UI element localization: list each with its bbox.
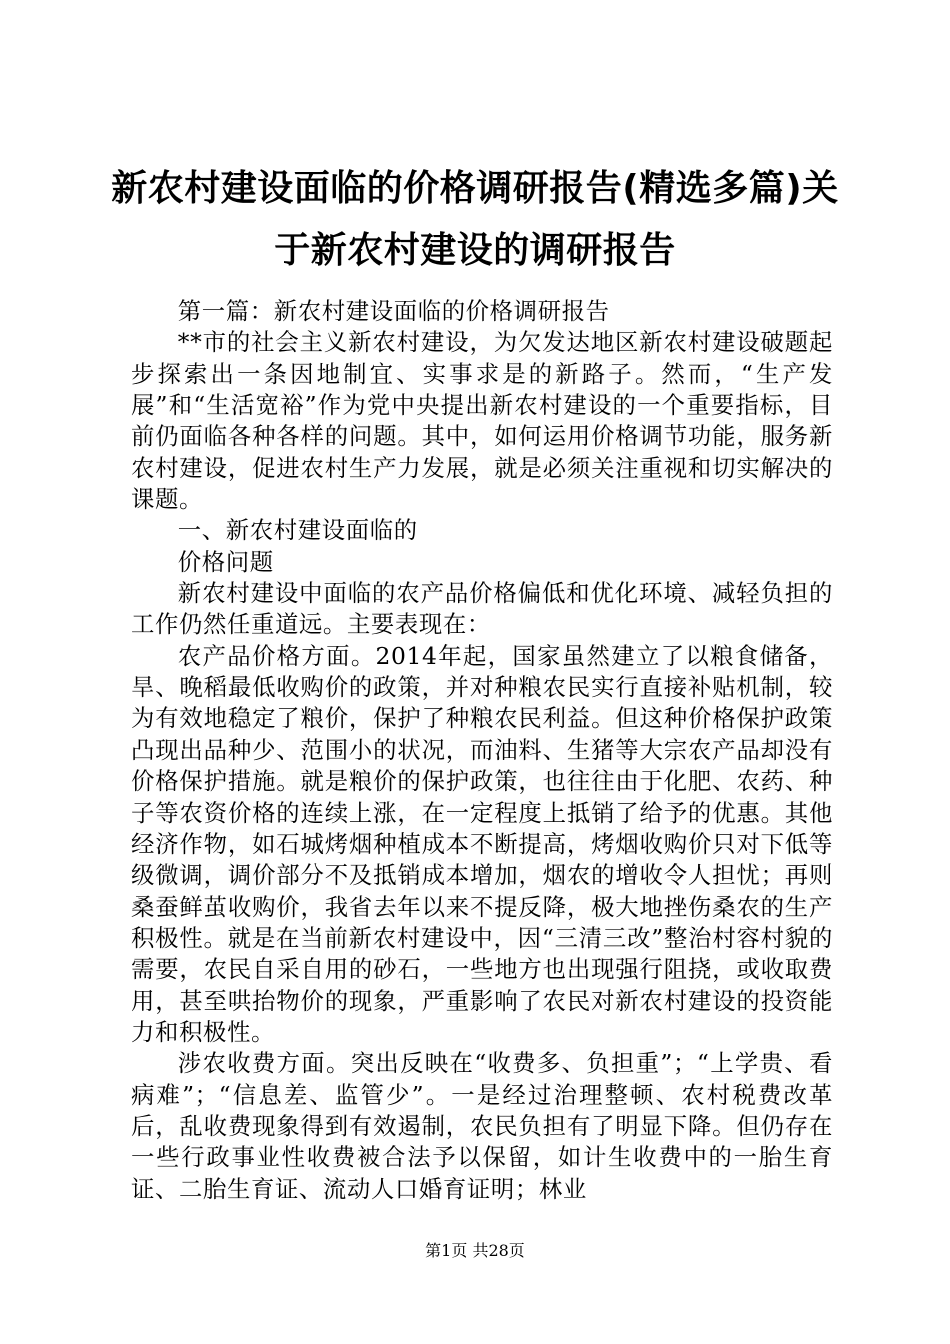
body-paragraph: 农产品价格方面。2014年起，国家虽然建立了以粮食储备，旱、晚稻最低收购价的政策，并对种粮农民实行直接补贴机制，较为有效地稳定了粮价，保护了种粮农民利益。但这种价格保护政策凸现出品种少、范围小的状况，而油料、生猪等大宗农产品却没有价格保护措施。就是粮价的保护政策，也往往由于化肥、农药、种子等农资价格的连续上涨，在一定程度上抵销了给予的优惠。其他经济作物，如石城烤烟种植成本不断提高，烤烟收购价只对下低等级微调，调价部分不及抵销成本增加，烟农的增收令人担忧；再则桑蚕鲜茧收购价，我省去年以来不提反降，极大地挫伤桑农的生产积极性。就是在当前新农村建设中，因“三清三改”整治村容村貌的需要，农民自采自用的砂石，一些地方也出现强行阻挠，或收取费用，甚至哄抬物价的现象，严重影响了农民对新农村建设的投资能力和积极性。 bbox=[131, 641, 833, 1046]
section-heading: 第一篇：新农村建设面临的价格调研报告 bbox=[177, 297, 610, 325]
document-title: 新农村建设面临的价格调研报告(精选多篇)关于新农村建设的调研报告 bbox=[111, 168, 839, 271]
page-number: 第1页 共28页 bbox=[425, 1241, 525, 1260]
subsection-heading: 一、新农村建设面临的 bbox=[177, 516, 418, 545]
body-paragraph: 新农村建设中面临的农产品价格偏低和优化环境、减轻负担的工作仍然任重道远。主要表现在： bbox=[131, 579, 833, 639]
subsection-heading-continued: 价格问题 bbox=[177, 547, 274, 576]
body-paragraph: 涉农收费方面。突出反映在“收费多、负担重”；“上学贵、看病难”；“信息差、监管少”。一是经过治理整顿、农村税费改革后，乱收费现象得到有效遏制，农民负担有了明显下降。但仍存在一些行政事业性收费被合法予以保留，如计生收费中的一胎生育证、二胎生育证、流动人口婚育证明；林业 bbox=[131, 1049, 833, 1203]
body-paragraph: **市的社会主义新农村建设，为欠发达地区新农村建设破题起步探索出一条因地制宜、实事求是的新路子。然而，“生产发展”和“生活宽裕”作为党中央提出新农村建设的一个重要指标，目前仍面临各种各样的问题。其中，如何运用价格调节功能，服务新农村建设，促进农村生产力发展，就是必须关注重视和切实解决的课题。 bbox=[131, 328, 833, 514]
document-body bbox=[131, 296, 833, 1205]
